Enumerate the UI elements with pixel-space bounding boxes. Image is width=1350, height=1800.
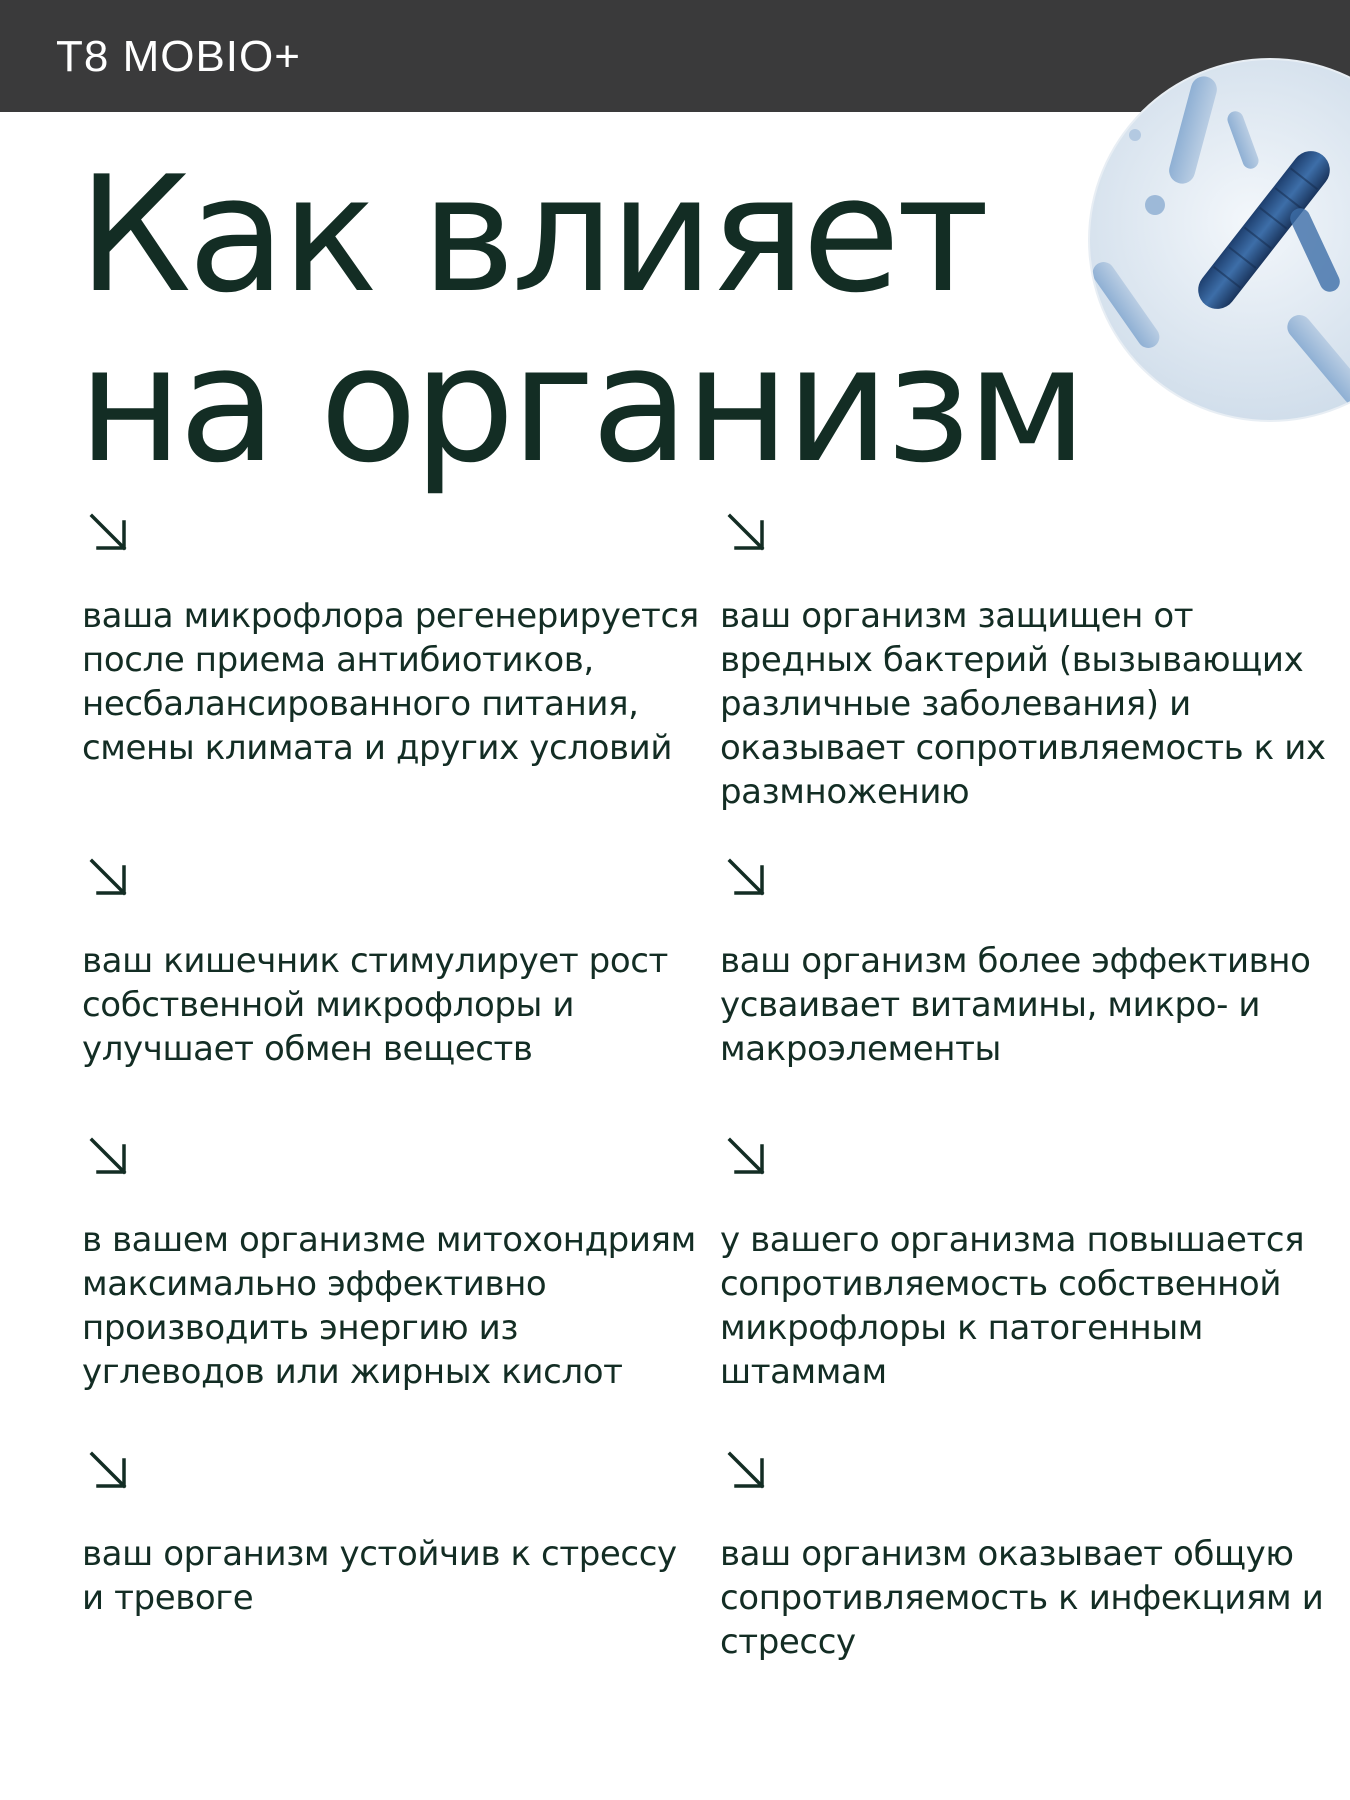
page-title [78, 141, 1084, 498]
page-title-line-1: Как влияет [78, 141, 986, 328]
benefit-text: ваш кишечник стимулирует рост собственной микрофлоры и улучшает обмен веществ [82, 941, 668, 1069]
arrow-down-right-icon [724, 855, 768, 899]
benefit-text: ваш организм защищен от вредных бактерий (вызывающих различные заболевания) и оказывает сопротивляемость к их размножению [720, 596, 1326, 812]
benefit-text: у вашего организма повышается сопротивляемость собственной микрофлоры к патогенным штаммам [720, 1220, 1305, 1392]
arrow-down-right-icon [724, 510, 768, 554]
arrow-down-right-icon [724, 1134, 768, 1178]
bacteria-illustration [1085, 55, 1350, 425]
benefit-text: в вашем организме митохондриям максимально эффективно производить энергию из углеводов или жирных кислот [82, 1220, 696, 1392]
arrow-down-right-icon [86, 1134, 130, 1178]
benefit-text: ваш организм оказывает общую сопротивляемость к инфекциям и стрессу [720, 1534, 1324, 1662]
arrow-down-right-icon [86, 855, 130, 899]
page-title-line-2: на организм [78, 311, 1084, 498]
brand-name: T8 MOBIO+ [56, 32, 301, 81]
benefit-text: ваша микрофлора регенерируется после приема антибиотиков, несбалансированного питания, смены климата и других условий [82, 596, 699, 768]
benefit-text: ваш организм устойчив к стрессу и тревоге [82, 1534, 677, 1618]
benefit-text: ваш организм более эффективно усваивает витамины, микро- и макроэлементы [720, 941, 1311, 1069]
arrow-down-right-icon [86, 510, 130, 554]
arrow-down-right-icon [86, 1448, 130, 1492]
arrow-down-right-icon [724, 1448, 768, 1492]
